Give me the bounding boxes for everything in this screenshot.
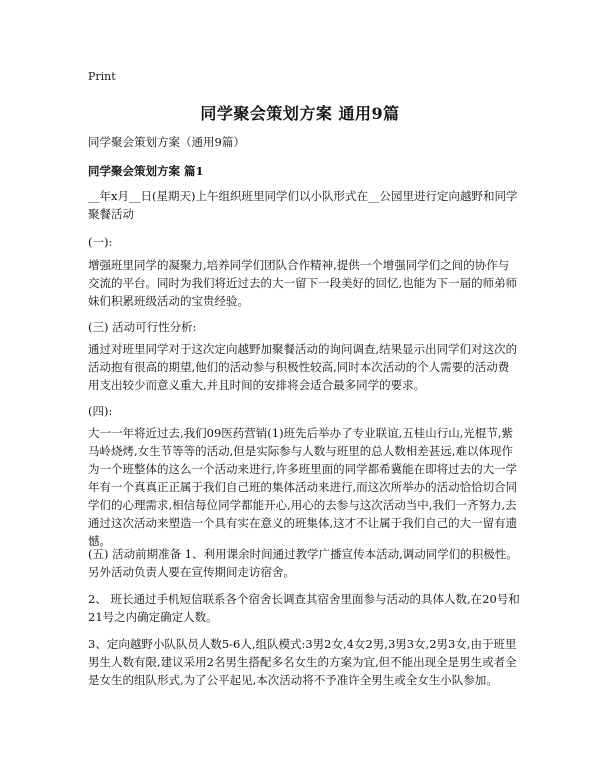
section-1-label: (一):	[88, 235, 113, 249]
document-title: 同学聚会策划方案 通用9篇	[200, 104, 400, 123]
item-2-paragraph: 2、 班长通过手机短信联系各个宿舍长调查其宿舍里面参与活动的具体人数,在20号和21号之内确定确定人数。	[88, 592, 520, 624]
intro-paragraph: __年x月__日(星期天)上午组织班里同学们以小队形式在__公园里进行定向越野和同学聚餐活动	[88, 189, 518, 221]
document-subtitle: 同学聚会策划方案（通用9篇）	[88, 135, 245, 149]
section-4-label: (四):	[88, 404, 113, 418]
section-1-body: 增强班里同学的凝聚力,培养同学们团队合作精神,提供一个增强同学们之间的协作与交流的平台。同时为我们将近过去的大一留下一段美好的回忆,也能为下一届的师弟师妹们积累班级活动的宝贵经验。	[88, 258, 518, 308]
section-3-body: 通过对班里同学对于这次定向越野加聚餐活动的询问调查,结果显示出同学们对这次的活动抱有很高的期望,他们的活动参与积极性较高,同时本次活动的个人需要的活动费用支出较少而意义重大,并且时间的安排将会适合最多同学的要求。	[88, 342, 518, 392]
section-5-body: (五) 活动前期准备 1、利用课余时间通过教学广播宣传本活动,调动同学们的积极性。另外活动负责人要在宣传期间走访宿舍。	[88, 547, 518, 579]
section-4-body: 大一一年将近过去,我们09医药营销(1)班先后举办了专业联谊,五桂山行山,光棍节,紫马岭烧烤,女生节等等的活动,但是实际参与人数与班里的总人数相差甚远,难以体现作为一个班整体的这么一个活动来进行,许多班里面的同学都希冀能在即将过去的大一学年有一个真真正正属于我们自己班的集体活动来进行,而这次所举办的活动恰恰切合同学们的心理需求,相信每位同学都能开心,用心的去参与这次活动当中,我们一齐努力,去通过这次活动来塑造一个具有实在意义的班集体,这才不让属于我们自己的大一留有遗憾。	[88, 426, 518, 548]
section-heading: 同学聚会策划方案 篇1	[88, 164, 204, 178]
item-3-paragraph: 3、定向越野小队队员人数5-6人,组队模式:3男2女,4女2男,3男3女,2男3女,由于班里男生人数有限,建议采用2名男生搭配多名女生的方案为宜,但不能出现全是男生或者全是女生的组队形式,为了公平起见,本次活动将不予准许全男生或全女生小队参加。	[88, 637, 517, 687]
print-label: Print	[88, 70, 116, 83]
section-3-label: (三) 活动可行性分析:	[88, 320, 197, 334]
